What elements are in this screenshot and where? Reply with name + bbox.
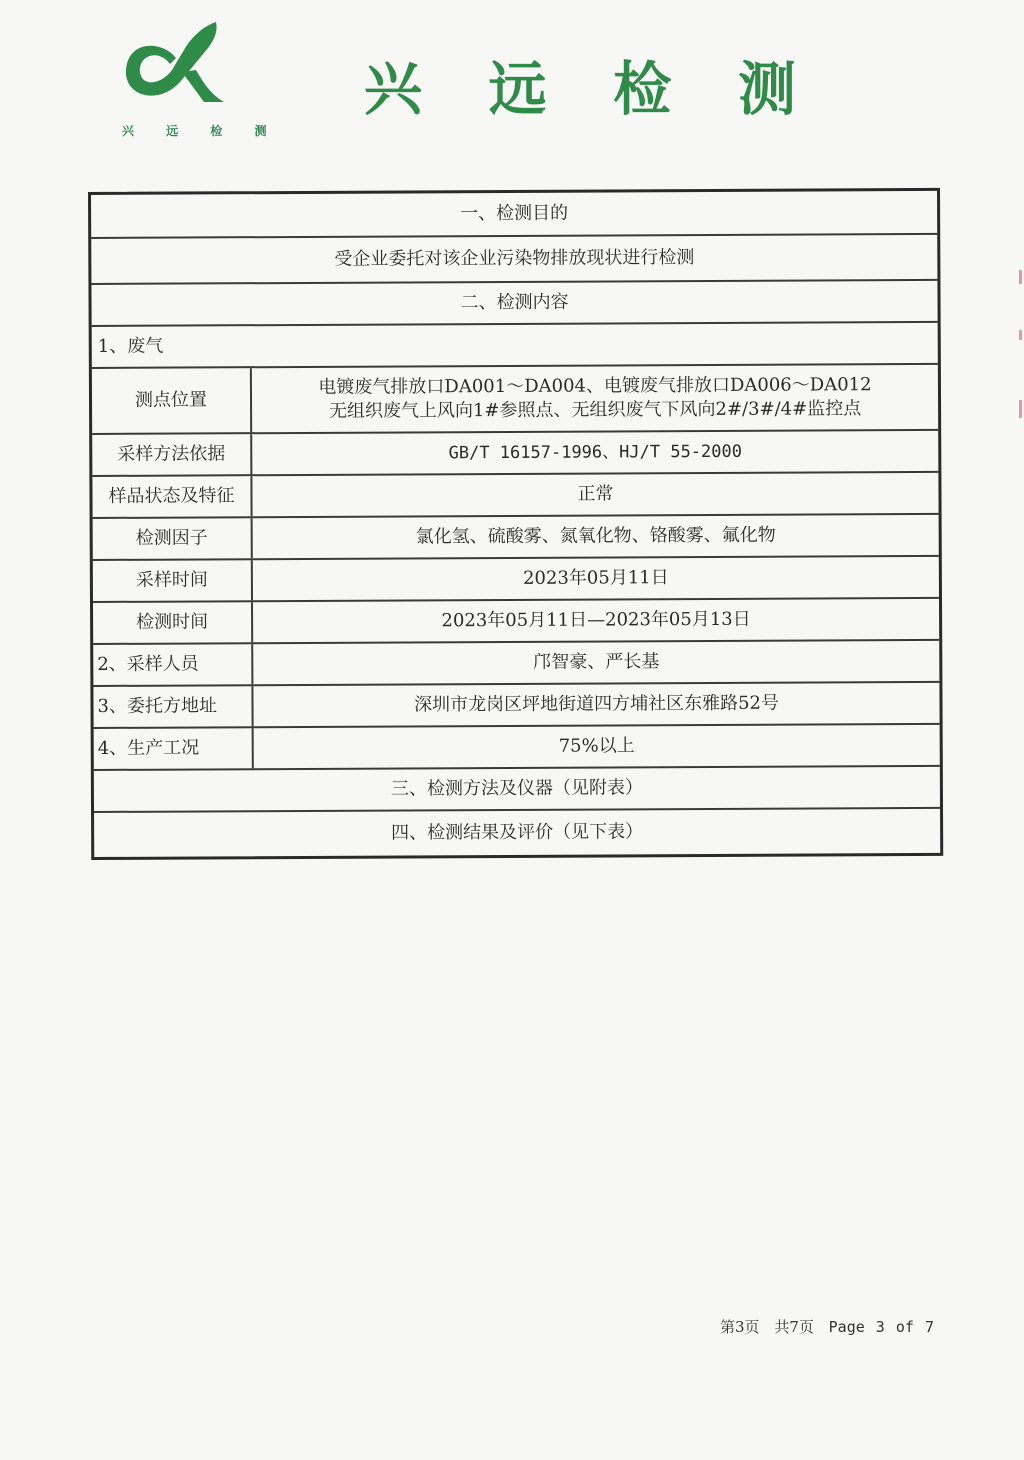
row-label: 2、采样人员 bbox=[93, 644, 253, 685]
title-char-3: 检 bbox=[613, 55, 672, 123]
page-number-en: Page 3 of 7 bbox=[828, 1318, 934, 1336]
row-label: 采样方法依据 bbox=[92, 434, 252, 475]
company-logo bbox=[118, 18, 281, 142]
row-value: 氯化氢、硫酸雾、氮氧化物、铬酸雾、氟化物 bbox=[415, 524, 776, 548]
row-value: 邝智豪、严长基 bbox=[533, 651, 660, 673]
row-label: 检测因子 bbox=[93, 518, 253, 559]
row-value: 正常 bbox=[577, 483, 614, 505]
title-char-2: 远 bbox=[488, 55, 547, 123]
table-row bbox=[94, 725, 940, 771]
seal-edge-mark bbox=[1019, 400, 1022, 418]
row-label: 4、生产工况 bbox=[94, 728, 254, 769]
row-value: 2023年05月11日 bbox=[523, 567, 669, 589]
results-title: 四、检测结果及评价（见下表） bbox=[391, 821, 644, 844]
row-label: 检测时间 bbox=[93, 602, 253, 643]
table-row bbox=[94, 767, 940, 813]
row-value: 2023年05月11日—2023年05月13日 bbox=[441, 608, 751, 632]
row-value: 75%以上 bbox=[558, 735, 635, 757]
location-line-1: 电镀废气排放口DA001～DA004、电镀废气排放口DA006～DA012 bbox=[318, 373, 872, 398]
table-row bbox=[93, 599, 939, 645]
row-value bbox=[252, 365, 938, 432]
waste-gas-heading: 1、废气 bbox=[97, 335, 164, 357]
row-label: 采样时间 bbox=[93, 560, 253, 601]
seal-edge-mark bbox=[1019, 330, 1022, 340]
table-row bbox=[91, 235, 937, 285]
methods-title: 三、检测方法及仪器（见附表） bbox=[390, 777, 643, 800]
row-label: 测点位置 bbox=[92, 368, 252, 433]
seal-edge-mark bbox=[1019, 270, 1022, 284]
purpose-title: 一、检测目的 bbox=[460, 202, 569, 225]
table-row bbox=[94, 809, 940, 857]
table-row bbox=[93, 683, 939, 729]
table-row bbox=[92, 323, 938, 369]
table-row bbox=[93, 557, 939, 603]
page-footer bbox=[720, 1316, 942, 1337]
title-char-4: 测 bbox=[737, 55, 796, 123]
location-line-2: 无组织废气上风向1#参照点、无组织废气下风向2#/3#/4#监控点 bbox=[328, 398, 862, 422]
row-label: 3、委托方地址 bbox=[93, 686, 253, 727]
title-char-1: 兴 bbox=[363, 55, 422, 123]
fish-logo-icon bbox=[118, 18, 230, 118]
report-table bbox=[88, 188, 943, 860]
content-title: 二、检测内容 bbox=[460, 291, 569, 314]
row-value: 深圳市龙岗区坪地街道四方埔社区东雅路52号 bbox=[414, 692, 780, 716]
page-total-cn: 共7页 bbox=[774, 1318, 814, 1336]
row-label: 样品状态及特征 bbox=[92, 476, 252, 517]
company-title bbox=[360, 44, 800, 124]
table-row bbox=[92, 473, 938, 519]
table-row bbox=[92, 365, 938, 435]
table-row bbox=[92, 431, 938, 477]
row-value: GB/T 16157-1996、HJ/T 55-2000 bbox=[448, 441, 742, 463]
table-row bbox=[91, 281, 937, 327]
logo-caption: 兴 远 检 测 bbox=[122, 124, 281, 138]
page-number-cn: 第3页 bbox=[720, 1318, 760, 1336]
purpose-text: 受企业委托对该企业污染物排放现状进行检测 bbox=[334, 246, 695, 270]
table-row bbox=[93, 641, 939, 687]
table-row bbox=[91, 191, 937, 239]
table-row bbox=[93, 515, 939, 561]
